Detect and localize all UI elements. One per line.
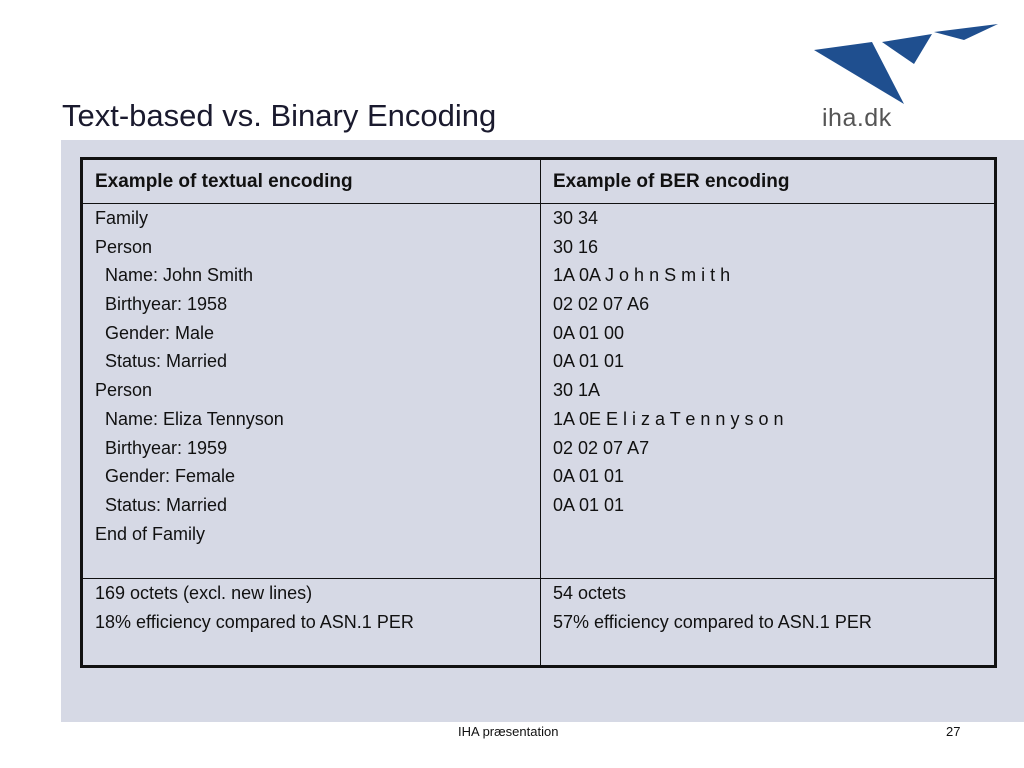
table-header-row: [82, 159, 996, 204]
ber-octets: 54 octets: [553, 583, 627, 603]
textual-line: End of Family: [95, 523, 206, 544]
logo-text: iha.dk: [822, 104, 892, 132]
encoding-comparison-table: [80, 157, 997, 668]
textual-efficiency: 18% efficiency compared to ASN.1 PER: [95, 611, 414, 632]
ber-line: 02 02 07 A7: [553, 437, 650, 458]
textual-summary-cell: [82, 579, 541, 667]
ber-summary-cell: [541, 579, 996, 667]
header-ber: Example of BER encoding: [541, 159, 996, 204]
slide-title: Text-based vs. Binary Encoding: [62, 98, 497, 133]
table-summary-row: [82, 579, 996, 667]
ber-line: 30 34: [553, 208, 599, 228]
textual-line: Status: Married: [95, 494, 228, 515]
ber-line: 02 02 07 A6: [553, 294, 650, 315]
textual-line: Status: Married: [95, 351, 228, 372]
textual-line: Gender: Female: [95, 466, 236, 487]
footer-text: IHA præsentation: [458, 724, 559, 739]
ber-line: 1A 0E E l i z a T e n n y s o n: [553, 408, 784, 429]
textual-line: Birthyear: 1958: [95, 294, 228, 315]
textual-line: Name: Eliza Tennyson: [95, 408, 284, 429]
ber-line: 0A 01 00: [553, 322, 625, 343]
ber-line: 30 1A: [553, 380, 601, 401]
ber-line: 0A 01 01: [553, 466, 625, 487]
logo-wing-1: [814, 42, 904, 104]
logo-wing-2: [882, 34, 932, 64]
ber-line: 0A 01 01: [553, 494, 625, 515]
textual-line: Gender: Male: [95, 322, 215, 343]
ber-line: 0A 01 01: [553, 351, 625, 372]
page-number: 27: [946, 724, 961, 739]
header-textual: Example of textual encoding: [82, 159, 541, 204]
ber-example-cell: [541, 204, 996, 579]
textual-line: Person: [95, 236, 153, 257]
ber-line: 1A 0A J o h n S m i t h: [553, 265, 731, 286]
ber-line: 30 16: [553, 236, 599, 257]
logo-wing-3: [934, 24, 998, 40]
table-body-row: [82, 204, 996, 579]
textual-octets: 169 octets (excl. new lines): [95, 583, 313, 603]
ber-efficiency: 57% efficiency compared to ASN.1 PER: [553, 611, 872, 632]
textual-line: Name: John Smith: [95, 265, 254, 286]
textual-line: Family: [95, 208, 148, 228]
textual-line: Birthyear: 1959: [95, 437, 228, 458]
textual-example-cell: [82, 204, 541, 579]
textual-line: Person: [95, 380, 153, 401]
